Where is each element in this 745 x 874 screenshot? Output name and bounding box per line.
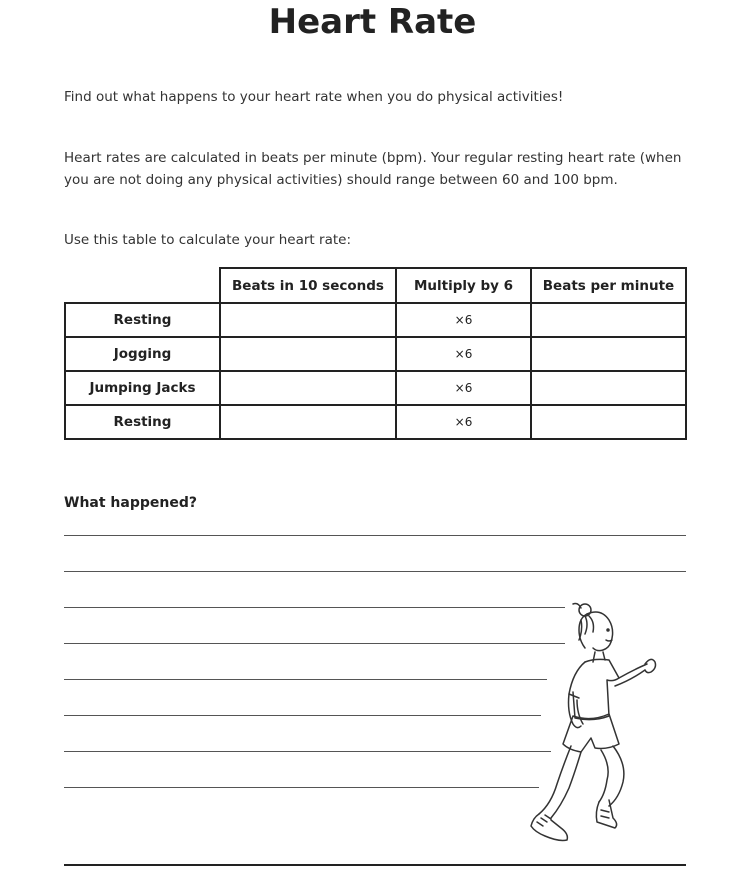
activity-label: Jumping Jacks [65,371,220,405]
answer-line[interactable] [64,643,565,644]
table-row [65,371,686,405]
bottom-answer-line[interactable] [64,864,686,866]
beats-10s-cell[interactable] [220,303,396,337]
table-row [65,337,686,371]
table-row [65,405,686,439]
bpm-cell[interactable] [531,371,686,405]
bpm-cell[interactable] [531,303,686,337]
multiply-cell: ×6 [396,337,531,371]
running-girl-illustration [515,596,685,862]
header-multiply: Multiply by 6 [396,268,531,303]
table-instruction: Use this table to calculate your heart rate: [64,232,351,248]
activity-label: Resting [65,405,220,439]
beats-10s-cell[interactable] [220,337,396,371]
activity-label: Resting [65,303,220,337]
multiply-cell: ×6 [396,405,531,439]
header-bpm: Beats per minute [531,268,686,303]
heart-rate-explanation: Heart rates are calculated in beats per minute (bpm). Your regular resting heart rate (when you are not doing any physical activities) should range between 60 and 100 bpm. [64,150,682,188]
question-label: What happened? [64,495,197,511]
activity-label: Jogging [65,337,220,371]
answer-line[interactable] [64,607,565,608]
multiply-cell: ×6 [396,371,531,405]
answer-line[interactable] [64,571,686,572]
header-beats-10s: Beats in 10 seconds [220,268,396,303]
beats-10s-cell[interactable] [220,405,396,439]
answer-line[interactable] [64,715,541,716]
table-header-row [65,268,686,303]
answer-line[interactable] [64,751,551,752]
header-blank-cell [65,268,220,303]
answer-line[interactable] [64,787,539,788]
intro-text: Find out what happens to your heart rate when you do physical activities! [64,89,564,105]
answer-line[interactable] [64,535,686,536]
beats-10s-cell[interactable] [220,371,396,405]
bpm-cell[interactable] [531,337,686,371]
heart-rate-table [64,267,687,440]
bpm-cell[interactable] [531,405,686,439]
page-title: Heart Rate [268,2,477,42]
table-row [65,303,686,337]
multiply-cell: ×6 [396,303,531,337]
answer-line[interactable] [64,679,547,680]
